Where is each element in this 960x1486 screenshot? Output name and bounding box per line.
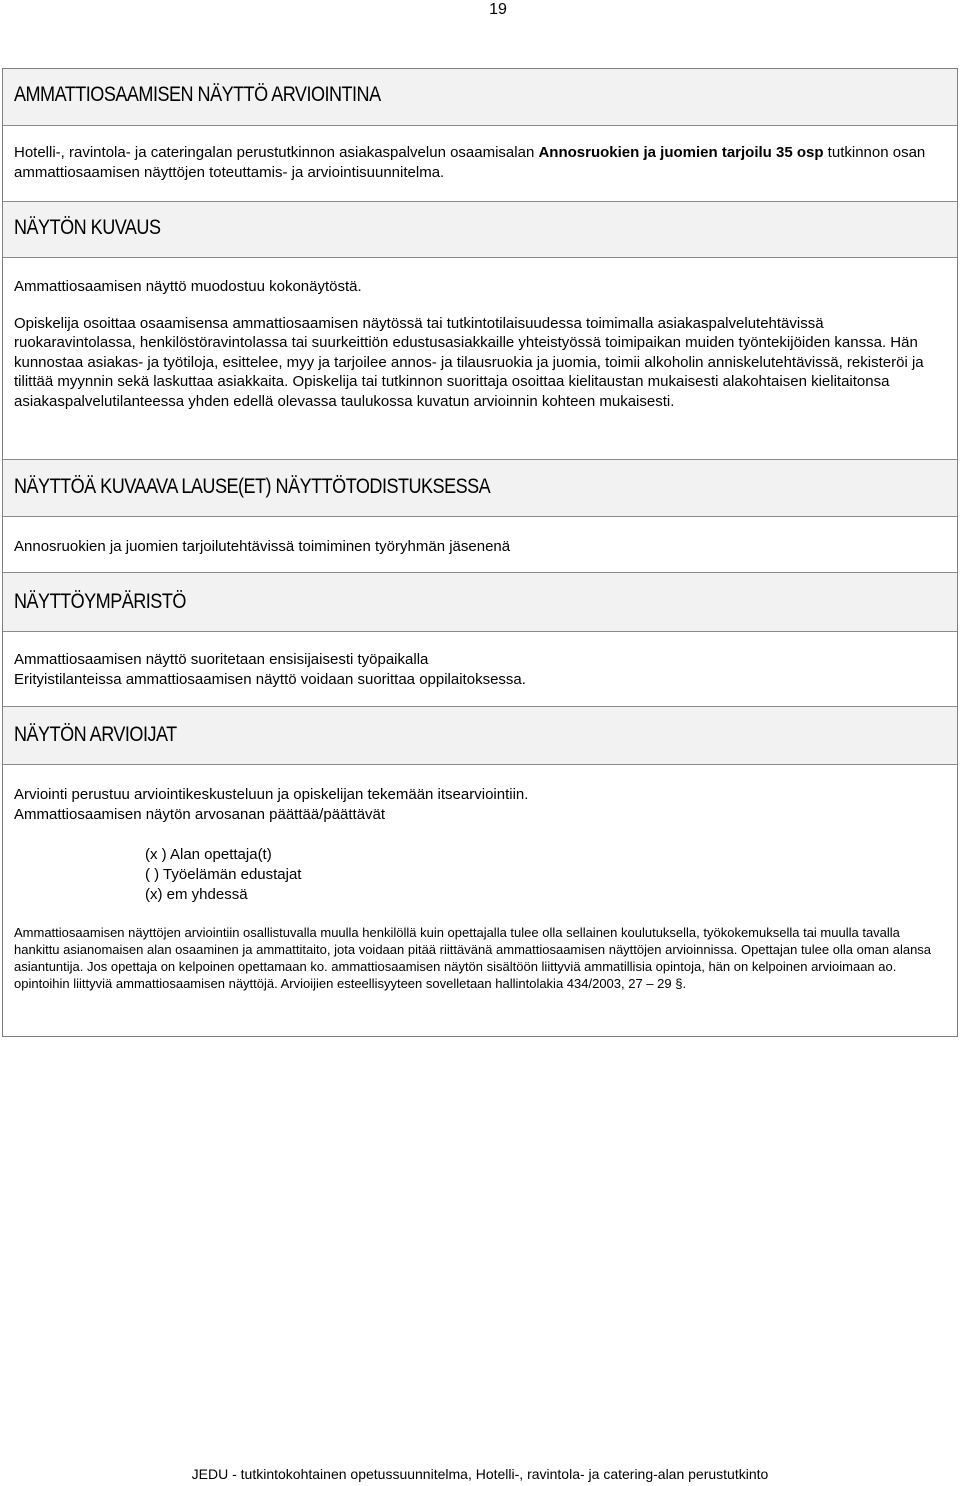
arvioija-options (145, 845, 947, 905)
ymparisto-header-row (3, 573, 957, 632)
kuvaus-body-row (3, 258, 957, 460)
kuvaus-paragraph: Opiskelija osoittaa osaamisensa ammattiosaamisen näytössä tai tutkintotilaisuudessa toimimalla asiakaspalvelutehtävissä ruokaravintolassa, henkilöstöravintolassa tai suurkeittiön edustusasiakkaille yhteistyössä toimipaikan muiden työntekijöiden kanssa. Hän kunnostaa asiakas- ja työtiloja, esittelee, myy ja tarjoilee annos- ja tilausruokia ja juomia, toimii alkoholin anniskelutehtävissä, rekisteröi ja tilittää myynnin sekä laskuttaa asiakkaita. Opiskelija tai tutkinnon suorittaja osoittaa kielitaustan mukaisesti alakohtaisen kielitaitonsa asiakaspalvelutilanteessa yhden edellä olevassa taulukossa kuvatun arvioinnin kohteen mukaisesti. (14, 314, 924, 410)
ymparisto-line-1: Ammattiosaamisen näyttö suoritetaan ensisijaisesti työpaikalla (14, 651, 429, 668)
option-opettaja: (x ) Alan opettaja(t) (145, 846, 272, 863)
lause-body-row (3, 517, 957, 573)
ymparisto-text (14, 650, 947, 689)
lause-header-row (3, 460, 957, 517)
ymparisto-line-2: Erityistilanteissa ammattiosaamisen näyttö voidaan suorittaa oppilaitoksessa. (14, 670, 526, 688)
ymparisto-body-row (3, 632, 957, 707)
kuvaus-text (14, 277, 947, 411)
page-number: 19 (489, 1, 507, 18)
kuvaus-line: Ammattiosaamisen näyttö muodostuu kokonäytöstä. (14, 278, 362, 295)
lause-text: Annosruokien ja juomien tarjoilutehtävissä toimiminen työryhmän jäsenenä (14, 538, 511, 555)
intro-text (14, 143, 947, 182)
page-title: AMMATTIOSAAMISEN NÄYTTÖ ARVIOINTINA (14, 83, 381, 106)
arvioijat-line-2: Ammattiosaamisen näytön arvosanan päättää/päättävät (14, 805, 386, 823)
arvioijat-note: Ammattiosaamisen näyttöjen arviointiin osallistuvalla muulla henkilöllä kuin opettajalla tulee olla sellainen koulutuksella, työkokemuksella tai muulla tavalla hankittu asianomaisen alan osaaminen ja ammattitaito, jota voidaan pitää riittävänä ammattiosaamisen näyttöjen arvioinnissa. Opettajan tulee olla oman alansa asiantuntija. Jos opettaja on kelpoinen opettamaan ko. ammattiosaamisen näytön sisältöön liittyviä ammatillisia opintoja, hän on kelpoinen arvioimaan ao. opintoihin liittyviä ammattiosaamisen näyttöjä. Arvioijien esteellisyyteen sovelletaan hallintolakia 434/2003, 27 – 29 §. (14, 925, 932, 991)
option-tyoelama: ( ) Työelämän edustajat (145, 866, 302, 883)
option-yhdessa: (x) em yhdessä (145, 886, 248, 903)
kuvaus-header-row (3, 202, 957, 258)
intro-text-end: tutkinnon osan ammattiosaamisen näyttöjen toteuttamis- ja arviointisuunnitelma. (14, 144, 926, 181)
arvioijat-body-row (3, 765, 957, 1036)
arvioijat-line-1: Arviointi perustuu arviointikeskusteluun ja opiskelijan tekemään itsearviointiin. (14, 786, 529, 803)
kuvaus-heading: NÄYTÖN KUVAUS (14, 216, 161, 239)
lause-heading: NÄYTTÖÄ KUVAAVA LAUSE(ET) NÄYTTÖTODISTUKSESSA (14, 475, 491, 498)
ymparisto-heading: NÄYTTÖYMPÄRISTÖ (14, 590, 186, 613)
arvioijat-header-row (3, 707, 957, 765)
arvioijat-text (14, 785, 947, 992)
page-footer: JEDU - tutkintokohtainen opetussuunnitelma, Hotelli-, ravintola- ja catering-alan perustutkinto (191, 1466, 769, 1482)
arvioijat-heading: NÄYTÖN ARVIOIJAT (14, 723, 177, 746)
intro-row (3, 126, 957, 202)
document-table (2, 68, 958, 1037)
intro-bold-title: Annosruokien ja juomien tarjoilu 35 osp (538, 144, 824, 161)
intro-text-start: Hotelli-, ravintola- ja cateringalan perustutkinnon asiakaspalvelun osaamisalan (14, 144, 539, 161)
title-row (3, 69, 957, 126)
